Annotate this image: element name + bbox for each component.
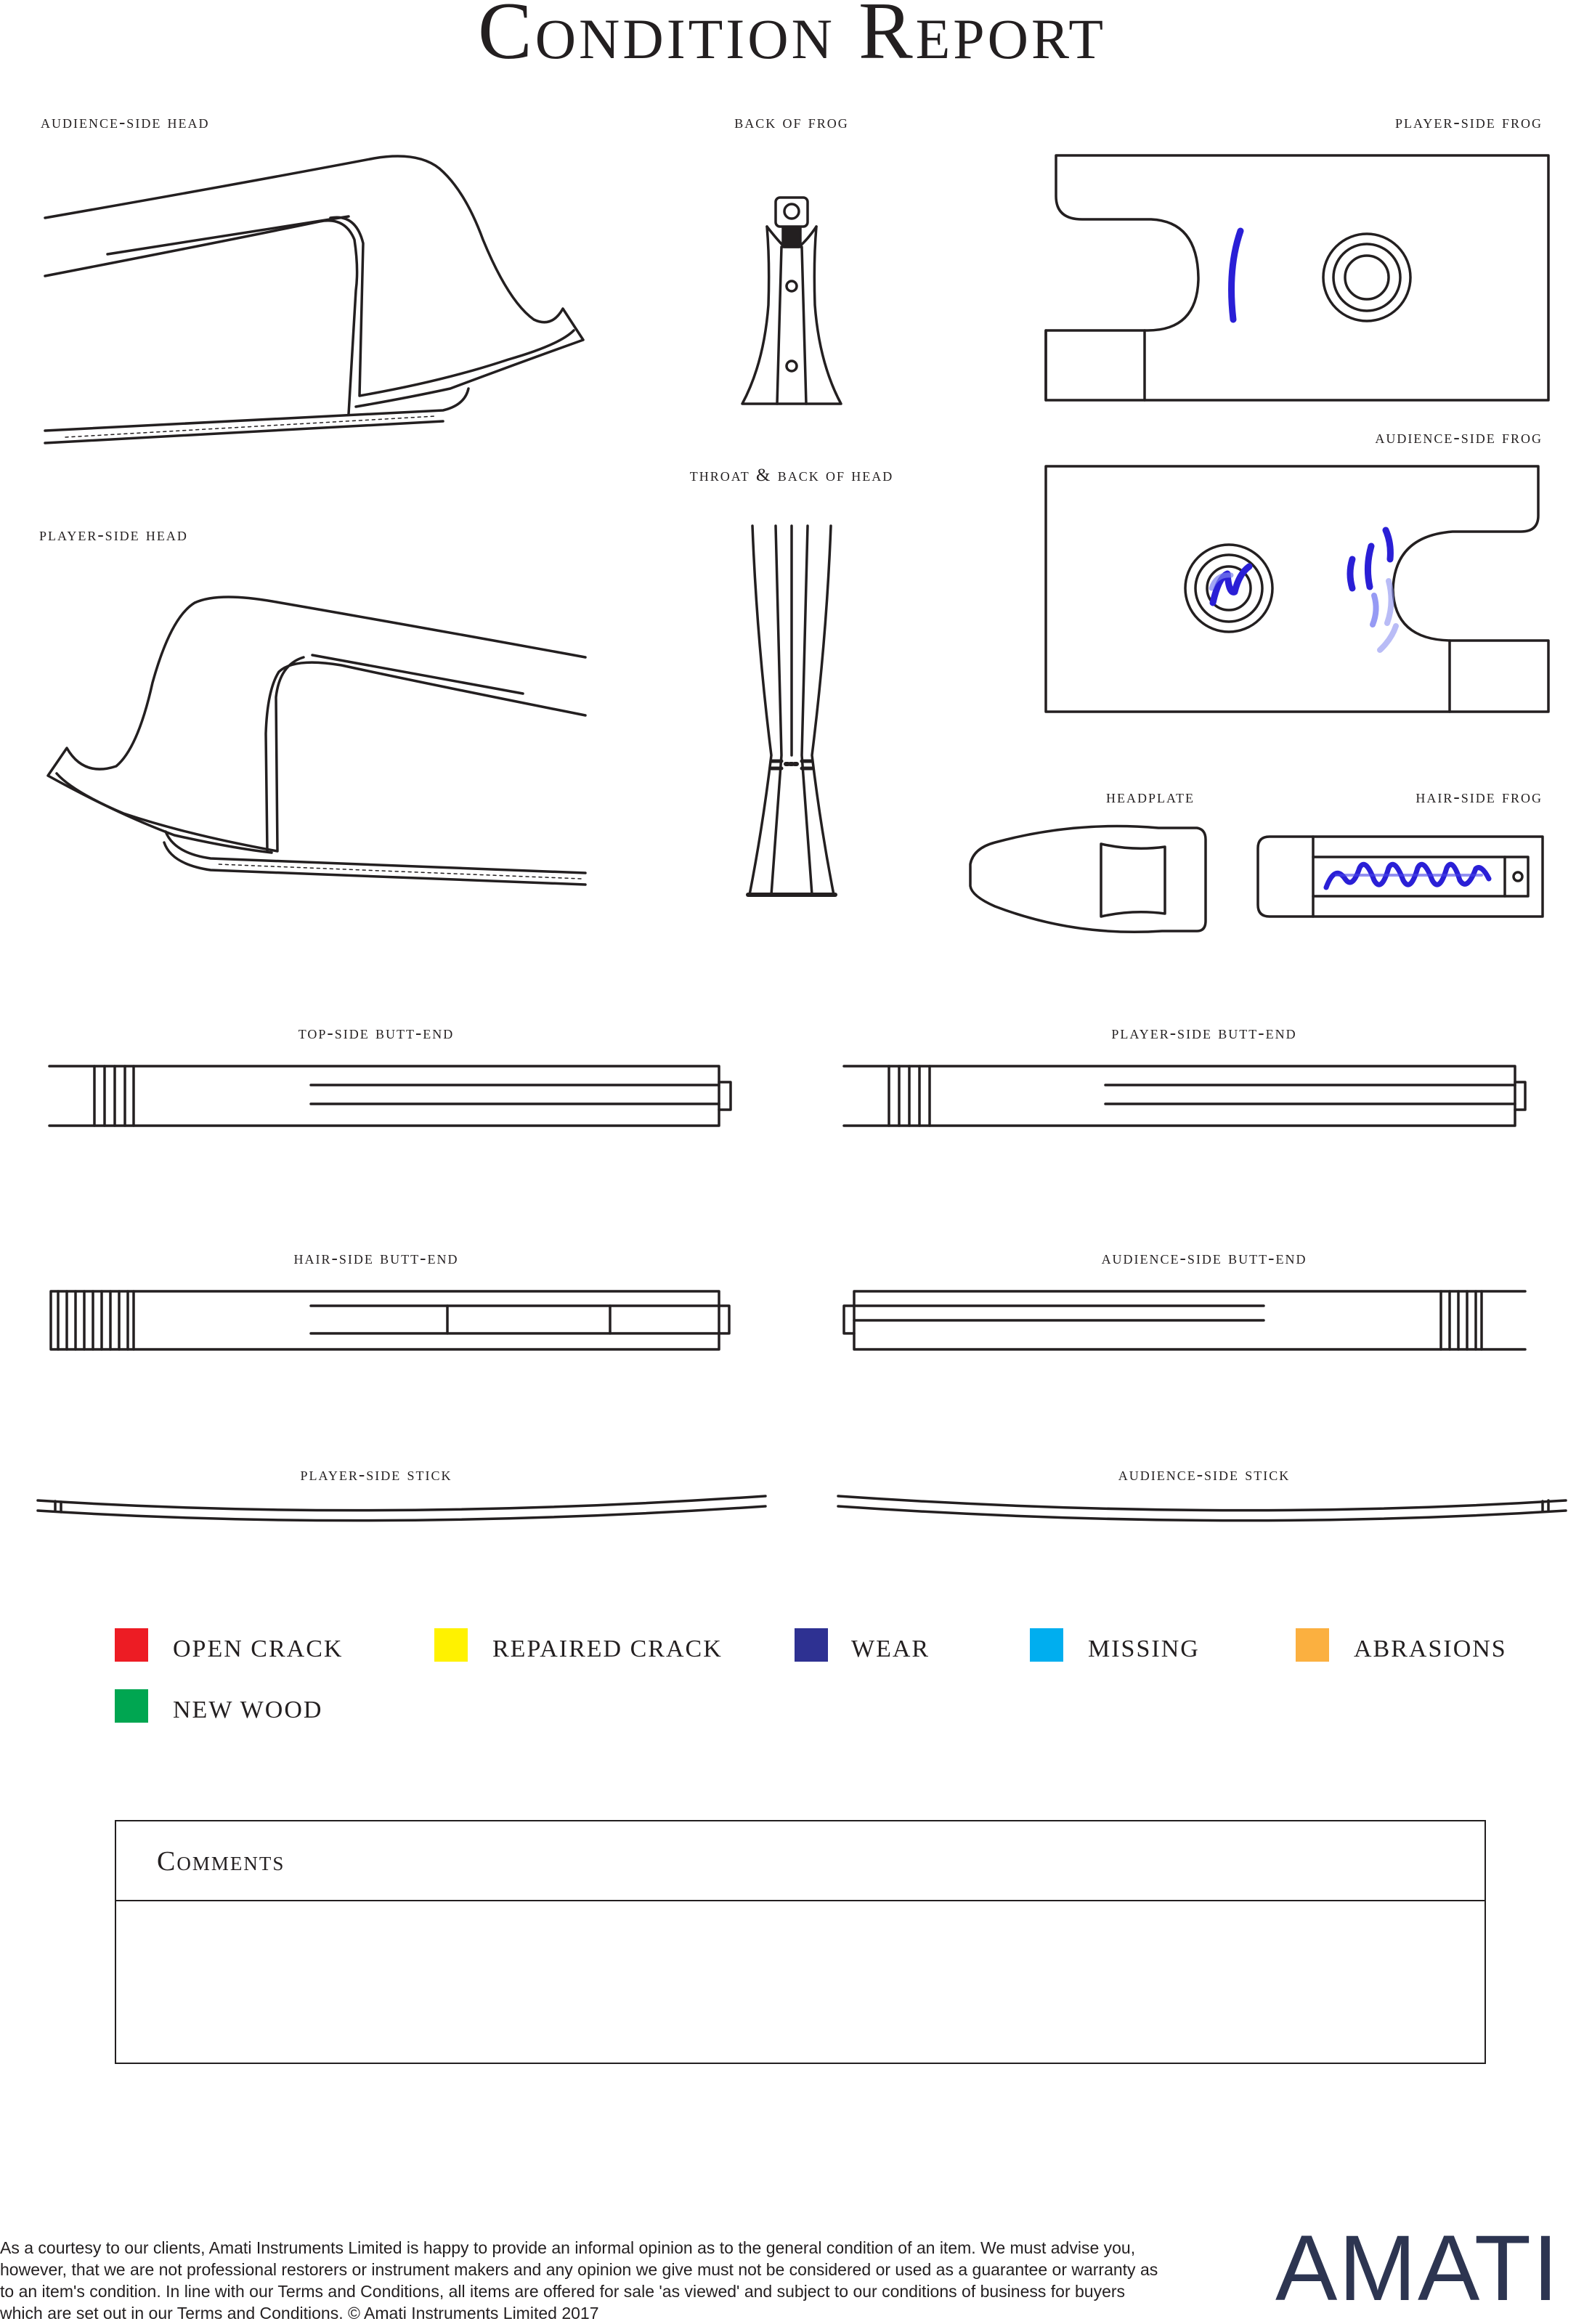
label-headplate: headplate <box>1106 787 1195 807</box>
label-audience-side-butt-end: audience-side butt-end <box>1101 1248 1307 1268</box>
audience-side-head-drawing <box>45 156 583 443</box>
audience-side-stick-drawing <box>838 1496 1566 1521</box>
legend-swatch-new-wood <box>115 1689 148 1723</box>
back-of-frog-drawing <box>742 198 841 404</box>
hair-side-frog-drawing <box>1258 837 1543 917</box>
label-audience-side-frog: audience-side frog <box>1375 428 1543 447</box>
legend-swatch-abrasions <box>1296 1628 1329 1662</box>
audience-side-butt-end-drawing <box>844 1291 1525 1349</box>
brand-logo: AMATI <box>1275 2217 1560 2320</box>
comments-box[interactable] <box>115 1820 1486 2064</box>
legend-label-abrasions: ABRASIONS <box>1354 1636 1507 1662</box>
label-top-side-butt-end: top-side butt-end <box>298 1023 455 1043</box>
legend-swatch-missing <box>1030 1628 1063 1662</box>
disclaimer-text: As a courtesy to our clients, Amati Instruments Limited is happy to provide an informal opinion as to the general condition of an item. We must advise you, however, that we are not professional restorers or instrument makers and any opinion we give must not be considered or used as a guarantee or warranty as to an item's condition. In line with our Terms and Conditions, all items are offered for sale 'as viewed' and subject to our conditions of business for buyers which are set out in our Terms and Conditions. © Amati Instruments Limited 2017 <box>0 2238 1158 2323</box>
label-hair-side-butt-end: hair-side butt-end <box>293 1248 459 1268</box>
label-throat-back-of-head: throat & back of head <box>689 466 894 485</box>
hair-side-butt-end-drawing <box>51 1291 729 1349</box>
comments-header <box>116 1821 1485 1901</box>
legend-label-repaired-crack: REPAIRED CRACK <box>492 1636 723 1662</box>
legend-swatch-open-crack <box>115 1628 148 1662</box>
comments-title: Comments <box>157 1846 285 1877</box>
player-side-butt-end-drawing <box>844 1066 1525 1126</box>
player-side-stick-drawing <box>38 1496 765 1521</box>
player-side-head-drawing <box>48 597 585 885</box>
headplate-drawing <box>970 826 1206 933</box>
page-title: Condition Report <box>478 0 1106 76</box>
label-player-side-butt-end: player-side butt-end <box>1111 1023 1297 1043</box>
legend-label-missing: MISSING <box>1088 1636 1200 1662</box>
legend-label-wear: WEAR <box>851 1636 930 1662</box>
label-player-side-stick: player-side stick <box>300 1465 452 1484</box>
legend-swatch-repaired-crack <box>434 1628 468 1662</box>
label-audience-side-head: audience-side head <box>41 113 210 132</box>
legend-swatch-wear <box>795 1628 828 1662</box>
label-player-side-frog: player-side frog <box>1395 113 1543 132</box>
label-hair-side-frog: hair-side frog <box>1416 787 1543 807</box>
legend-label-new-wood: NEW WOOD <box>173 1697 323 1723</box>
label-audience-side-stick: audience-side stick <box>1118 1465 1291 1484</box>
legend-label-open-crack: OPEN CRACK <box>173 1636 344 1662</box>
audience-side-frog-drawing <box>1046 466 1548 712</box>
label-player-side-head: player-side head <box>39 525 188 545</box>
player-side-frog-drawing <box>1046 155 1548 400</box>
throat-back-of-head-drawing <box>748 526 835 895</box>
label-back-of-frog: back of frog <box>734 113 849 132</box>
top-side-butt-end-drawing <box>49 1066 731 1126</box>
